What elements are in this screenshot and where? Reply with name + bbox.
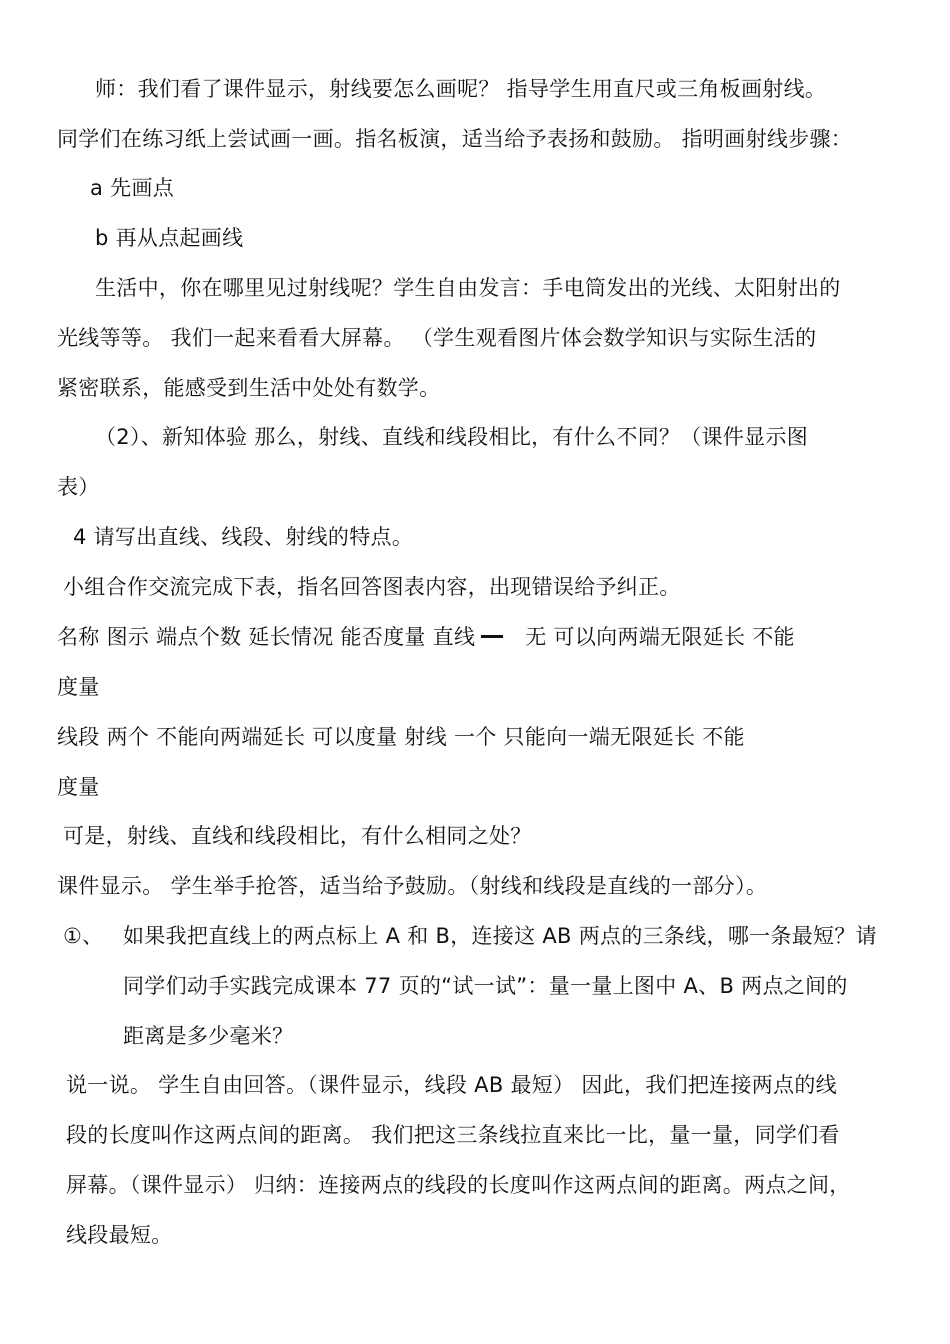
paragraph-line: 光线等等。 我们一起来看看大屏幕。 （学生观看图片体会数学知识与实际生活的 (57, 326, 817, 350)
paragraph-line: 屏幕。（课件显示） 归纳：连接两点的线段的长度叫作这两点间的距离。两点之间， (66, 1173, 851, 1197)
list-item-text: 同学们动手实践完成课本 77 页的“试一试”：量一量上图中 A、B 两点之间的 (123, 974, 848, 998)
paragraph-line: 生活中，你在哪里见过射线呢？学生自由发言：手电筒发出的光线、太阳射出的 (95, 276, 841, 300)
table-row-text: 线段 两个 不能向两端延长 可以度量 射线 一个 只能向一端无限延长 不能 (57, 725, 745, 749)
paragraph-line: 表） (57, 475, 100, 499)
paragraph-line: 4 请写出直线、线段、射线的特点。 (73, 525, 414, 549)
paragraph-line: 紧密联系，能感受到生活中处处有数学。 (57, 376, 441, 400)
paragraph-line: 段的长度叫作这两点间的距离。 我们把这三条线拉直来比一比，量一量，同学们看 (66, 1123, 840, 1147)
list-marker: ①、 (63, 924, 104, 948)
paragraph-line: 说一说。 学生自由回答。（课件显示，线段 AB 最短） 因此，我们把连接两点的线 (66, 1073, 837, 1097)
paragraph-line: 师：我们看了课件显示，射线要怎么画呢？ 指导学生用直尺或三角板画射线。 (95, 77, 827, 101)
list-item-text: 距离是多少毫米？ (123, 1024, 294, 1048)
line-figure-dash (481, 635, 503, 638)
paragraph-line: 度量 (57, 675, 100, 699)
paragraph-line: 小组合作交流完成下表，指名回答图表内容，出现错误给予纠正。 (63, 575, 681, 599)
list-item-text: 如果我把直线上的两点标上 A 和 B，连接这 AB 两点的三条线，哪一条最短？请 (123, 924, 877, 948)
table-row-text: 无 可以向两端无限延长 不能 (525, 625, 795, 649)
paragraph-line: 同学们在练习纸上尝试画一画。指名板演，适当给予表扬和鼓励。 指明画射线步骤： (57, 127, 853, 151)
paragraph-line: a 先画点 (90, 176, 175, 200)
paragraph-line: 可是，射线、直线和线段相比，有什么相同之处？ (63, 824, 532, 848)
paragraph-line: b 再从点起画线 (95, 226, 244, 250)
paragraph-line: 线段最短。 (66, 1223, 173, 1247)
paragraph-line: 度量 (57, 775, 100, 799)
paragraph-line: （2）、新知体验 那么，射线、直线和线段相比，有什么不同？（课件显示图 (95, 425, 809, 449)
paragraph-line: 课件显示。 学生举手抢答，适当给予鼓励。（射线和线段是直线的一部分）。 (57, 874, 768, 898)
table-text-row (57, 622, 795, 652)
table-header-text: 名称 图示 端点个数 延长情况 能否度量 直线 (57, 625, 476, 649)
